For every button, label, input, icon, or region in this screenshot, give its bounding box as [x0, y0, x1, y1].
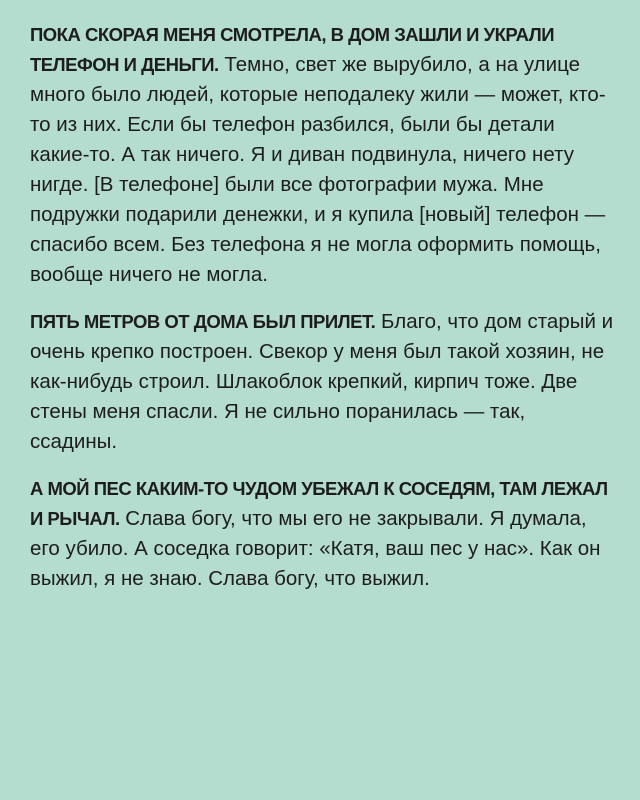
- paragraph-phone-stolen: [30, 20, 615, 290]
- paragraph-strike-nearby: [30, 307, 615, 457]
- paragraph-lead: ПЯТЬ МЕТРОВ ОТ ДОМА БЫЛ ПРИЛЕТ.: [30, 311, 376, 332]
- paragraph-text: Темно, свет же вырубило, а на улице много было людей, которые неподалеку жили — может, кто-то из них. Если бы телефон разбился, были бы детали какие-то. А так ничего. Я и диван подвинула, ничего нету нигде. [В телефоне] были все фотографии мужа. Мне подружки подарили денежки, и я купила [новый] телефон — спасибо всем. Без телефона я не могла оформить помощь, вообще ничего не могла.: [30, 53, 606, 286]
- paragraph-text: Благо, что дом старый и очень крепко построен. Свекор у меня был такой хозяин, не как-нибудь строил. Шлакоблок крепкий, кирпич тоже. Две стены меня спасли. Я не сильно поранилась — так, ссадины.: [30, 310, 614, 453]
- paragraph-text: Слава богу, что мы его не закрывали. Я думала, его убило. А соседка говорит: «Катя, ваш пес у нас». Как он выжил, я не знаю. Слава богу, что выжил.: [30, 507, 601, 590]
- article-body: [30, 20, 615, 594]
- paragraph-lead: А МОЙ ПЕС КАКИМ-ТО ЧУДОМ УБЕЖАЛ К СОСЕДЯМ, ТАМ ЛЕЖАЛ И РЫЧАЛ.: [30, 478, 608, 529]
- paragraph-lead: ПОКА СКОРАЯ МЕНЯ СМОТРЕЛА, В ДОМ ЗАШЛИ И УКРАЛИ ТЕЛЕФОН И ДЕНЬГИ.: [30, 24, 554, 75]
- paragraph-dog-escaped: [30, 474, 615, 594]
